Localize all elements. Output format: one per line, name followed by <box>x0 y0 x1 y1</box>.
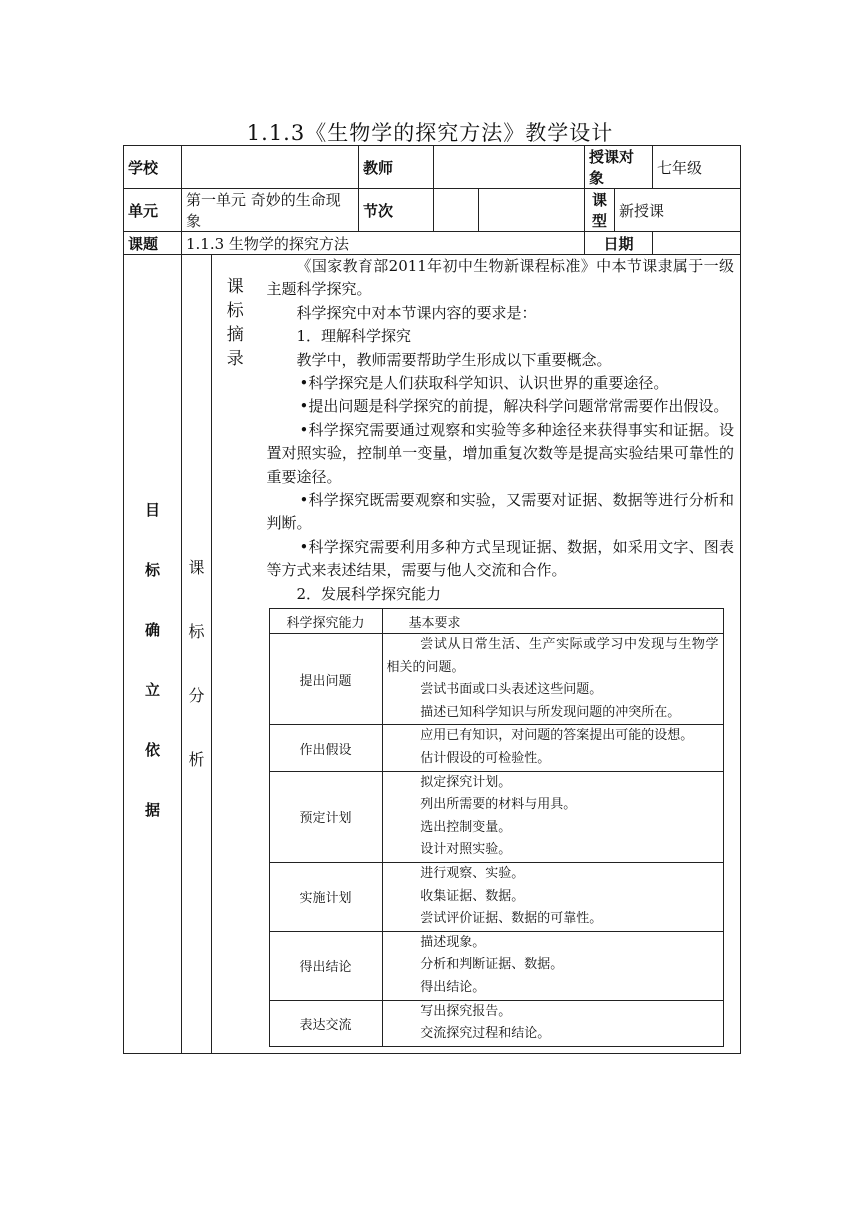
date-value <box>653 232 741 255</box>
ability-name: 实施计划 <box>269 863 382 932</box>
content-bullet: •科学探究需要利用多种方式呈现证据、数据，如采用文字、图表等方式来表述结果，需要与他人交流和合作。 <box>266 537 735 580</box>
teacher-value <box>434 146 585 189</box>
content-paragraph: 《国家教育部2011年初中生物新课程标准》中本节课隶属于一级主题科学探究。 <box>266 257 735 299</box>
ability-name: 得出结论 <box>269 931 382 1000</box>
topic-label: 课题 <box>124 232 182 255</box>
standard-excerpt-cell <box>212 255 259 1054</box>
type-value: 新授课 <box>615 189 741 232</box>
analysis-char: 课 <box>188 557 205 577</box>
document-title: 1.1.3《生物学的探究方法》教学设计 <box>246 121 614 145</box>
date-label: 日期 <box>585 232 653 255</box>
audience-label: 授课对象 <box>585 146 653 189</box>
analysis-char: 标 <box>188 621 205 641</box>
requirement-item: 分析和判断证据、数据。 <box>420 957 564 973</box>
analysis-char: 分 <box>188 685 205 705</box>
requirement-item: 交流探究过程和结论。 <box>420 1026 551 1042</box>
unit-label: 单元 <box>124 189 182 232</box>
requirement-item: 收集证据、数据。 <box>420 888 525 904</box>
content-bullet: •科学探究需要通过观察和实验等多种途径来获得事实和证据。设置对照实验，控制单一变量，增加重复次数等是提高实验结果可靠性的重要途径。 <box>266 420 735 486</box>
ability-column-header: 科学探究能力 <box>269 609 382 634</box>
requirement-item: 应用已有知识，对问题的答案提出可能的设想。 <box>420 728 694 744</box>
teacher-label: 教师 <box>359 146 434 189</box>
school-value <box>182 146 359 189</box>
content-paragraph: 教学中，教师需要帮助学生形成以下重要概念。 <box>296 350 612 369</box>
ability-name: 提出问题 <box>269 634 382 725</box>
requirement-item: 得出结论。 <box>420 980 486 995</box>
ability-name: 作出假设 <box>269 725 382 771</box>
content-bullet: •科学探究是人们获取科学知识、认识世界的重要途径。 <box>299 374 669 393</box>
objective-char: 依 <box>144 741 160 760</box>
objective-char: 据 <box>144 801 160 820</box>
content-heading: 2．发展科学探究能力 <box>296 584 442 603</box>
lesson-plan-table <box>123 145 741 1054</box>
requirement-item: 描述已知科学知识与所发现问题的冲突所在。 <box>420 704 681 720</box>
unit-value: 第一单元 奇妙的生命现象 <box>182 189 359 232</box>
objective-basis-cell <box>124 255 182 1054</box>
objective-char: 确 <box>144 621 160 640</box>
ability-table <box>269 608 724 1047</box>
objective-char: 立 <box>144 681 160 700</box>
content-heading: 1．理解科学探究 <box>296 327 412 346</box>
excerpt-char: 课 <box>226 277 244 297</box>
requirement-column-header: 基本要求 <box>382 609 723 634</box>
ability-requirements <box>382 931 723 1000</box>
objective-char: 目 <box>144 501 160 520</box>
ability-requirements <box>382 1000 723 1046</box>
requirement-item: 拟定探究计划。 <box>420 774 512 790</box>
ability-requirements <box>382 771 723 862</box>
topic-value: 1.1.3 生物学的探究方法 <box>182 232 585 255</box>
ability-requirements <box>382 634 723 725</box>
ability-requirements <box>382 725 723 771</box>
session-label: 节次 <box>359 189 434 232</box>
excerpt-char: 标 <box>226 301 244 321</box>
requirement-item: 尝试从日常生活、生产实际或学习中发现与生物学相关的问题。 <box>386 637 719 675</box>
standard-analysis-cell <box>182 255 212 1054</box>
content-paragraph: 科学探究中对本节课内容的要求是： <box>296 303 537 322</box>
ability-name: 预定计划 <box>269 771 382 862</box>
audience-value: 七年级 <box>653 146 741 189</box>
session-extra <box>479 189 585 232</box>
requirement-item: 尝试评价证据、数据的可靠性。 <box>420 911 603 927</box>
content-bullet: •提出问题是科学探究的前提，解决科学问题常常需要作出假设。 <box>299 397 729 416</box>
requirement-item: 选出控制变量。 <box>420 819 512 835</box>
objective-char: 标 <box>144 561 160 580</box>
requirement-item: 进行观察、实验。 <box>420 866 525 882</box>
excerpt-char: 录 <box>226 349 244 369</box>
requirement-item: 尝试书面或口头表述这些问题。 <box>420 682 603 698</box>
standard-content <box>259 255 741 1054</box>
ability-name: 表达交流 <box>269 1000 382 1046</box>
requirement-item: 设计对照实验。 <box>420 842 512 858</box>
excerpt-char: 摘 <box>226 325 244 345</box>
requirement-item: 描述现象。 <box>420 934 486 950</box>
session-value <box>434 189 479 232</box>
requirement-item: 估计假设的可检验性。 <box>420 751 551 767</box>
analysis-char: 析 <box>188 749 205 769</box>
content-bullet: •科学探究既需要观察和实验，又需要对证据、数据等进行分析和判断。 <box>266 491 735 533</box>
type-label: 课型 <box>585 189 615 232</box>
requirement-item: 列出所需要的材料与用具。 <box>420 797 577 813</box>
school-label: 学校 <box>124 146 182 189</box>
requirement-item: 写出探究报告。 <box>420 1003 512 1019</box>
ability-requirements <box>382 863 723 932</box>
